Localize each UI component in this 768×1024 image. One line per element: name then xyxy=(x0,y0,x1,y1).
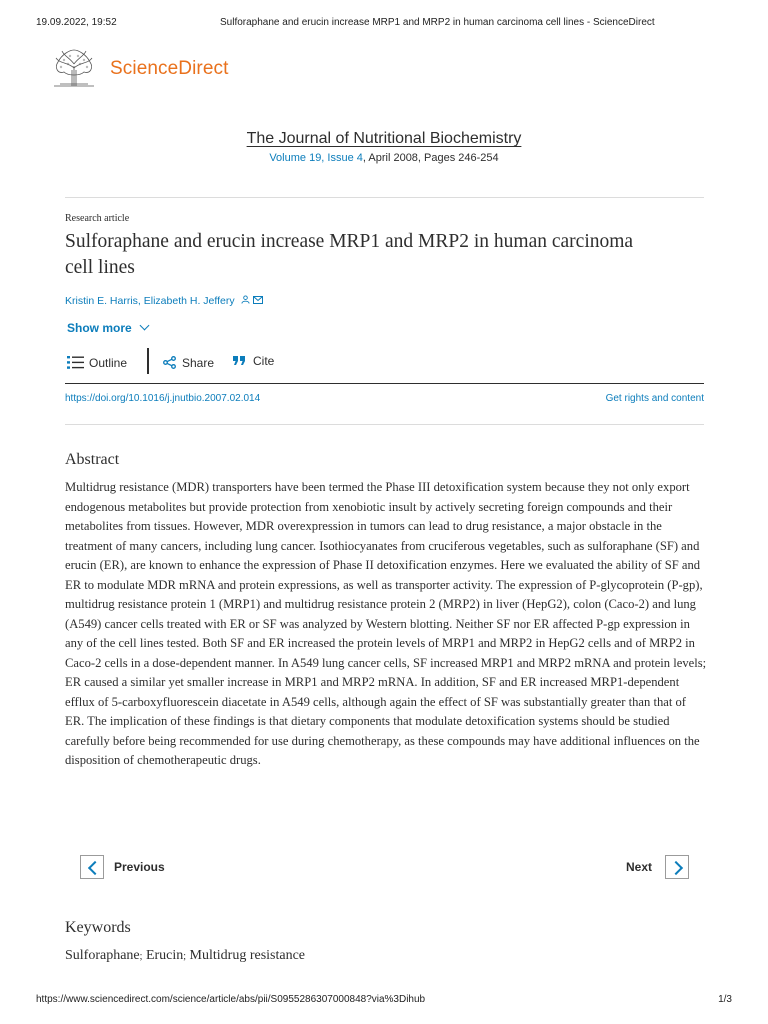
journal-title[interactable]: The Journal of Nutritional Biochemistry xyxy=(246,130,522,147)
cite-button[interactable] xyxy=(233,354,274,368)
doi-link[interactable]: https://doi.org/10.1016/j.jnutbio.2007.02.014 xyxy=(65,393,261,404)
keyword: Multidrug resistance xyxy=(189,948,306,963)
share-icon xyxy=(163,356,176,369)
envelope-icon[interactable] xyxy=(253,296,263,307)
authors-link[interactable]: Kristin E. Harris, Elizabeth H. Jeffery xyxy=(65,295,235,307)
keyword: Sulforaphane xyxy=(65,948,140,963)
print-url: https://www.sciencedirect.com/science/article/abs/pii/S0955286307000848?via%3Dihub xyxy=(36,994,426,1005)
author-list xyxy=(65,295,263,307)
keyword-separator: ; xyxy=(183,951,187,962)
date-pages: , April 2008, Pages 246-254 xyxy=(362,152,499,164)
print-datetime: 19.09.2022, 19:52 xyxy=(36,17,117,28)
article-type: Research article xyxy=(65,213,130,224)
previous-label[interactable]: Previous xyxy=(114,860,165,874)
abstract-heading: Abstract xyxy=(65,451,120,468)
article-toolbar xyxy=(65,348,365,376)
outline-label: Outline xyxy=(89,356,128,370)
toolbar-divider xyxy=(65,383,704,384)
print-footer xyxy=(36,994,732,1008)
article-title: Sulforaphane and erucin increase MRP1 and MRP2 in human carcinoma cell lines xyxy=(65,231,634,278)
show-more-label: Show more xyxy=(67,321,132,335)
keywords-list xyxy=(65,948,305,964)
keyword: Erucin xyxy=(145,948,184,963)
person-icon[interactable] xyxy=(241,295,250,307)
quote-icon xyxy=(233,355,246,366)
previous-button[interactable] xyxy=(80,855,104,879)
print-header xyxy=(36,17,732,31)
share-label: Share xyxy=(182,356,215,370)
next-label[interactable]: Next xyxy=(626,860,653,874)
cite-label: Cite xyxy=(253,354,275,368)
chevron-left-icon xyxy=(88,861,102,875)
print-title: Sulforaphane and erucin increase MRP1 and MRP2 in human carcinoma cell lines - ScienceDirect xyxy=(220,17,655,28)
outline-button[interactable] xyxy=(67,354,127,370)
journal-issue xyxy=(0,152,768,164)
chevron-down-icon xyxy=(139,321,149,331)
outline-list-icon xyxy=(67,356,84,369)
show-more-button[interactable] xyxy=(67,321,148,335)
keyword-separator: ; xyxy=(139,951,143,962)
divider xyxy=(65,424,704,425)
abstract-text: Multidrug resistance (MDR) transporters have been termed the Phase III detoxification system because they not only export endogenous metabolites but provide protection from xenobiotic insult by actively secreting foreign compounds and their metabolites from tissues. However, MDR overexpression in tumors can lead to drug resistance, a major obstacle in the treatment of many cancers, including lung cancer. Isothiocyanates from cruciferous vegetables, such as sulforaphane (SF) and erucin (ER), are known to enhance the expression of Phase II detoxification enzymes. Here we evaluated the ability of SF and ER to modulate MDR mRNA and protein expressions, as well as transporter activity. The expression of P-glycoprotein (P-gp), multidrug resistance protein 1 (MRP1) and multidrug resistance protein 2 (MRP2) in liver (HepG2), colon (Caco-2) and lung (A549) cancer cells treated with ER or SF was analyzed by Western blotting. Neither SF nor ER affected P-gp expression in any of the cell lines tested. Both SF and ER increased the protein levels of MRP1 and MRP2 in HepG2 cells and of MRP2 in Caco-2 cells in a dose-dependent manner. In A549 lung cancer cells, SF increased MRP1 and MRP2 mRNA and protein levels; ER caused a similar yet smaller increase in MRP1 and MRP2 mRNA. In addition, SF and ER increased MRP1-dependent efflux of 5-carboxyfluorescein diacetate in A549 cells, although again the effect of SF was substantially greater than that of ER. The implication of these findings is that dietary components that modulate detoxification systems should be studied carefully before being recommended for use during chemotherapy, as these compounds may have additional influences on the disposition of chemotherapeutic drugs. xyxy=(65,480,707,767)
brand-name: ScienceDirect xyxy=(110,58,229,79)
chevron-right-icon xyxy=(669,861,683,875)
keywords-heading: Keywords xyxy=(65,919,131,936)
sciencedirect-logo[interactable] xyxy=(50,48,290,90)
elsevier-tree-icon xyxy=(50,48,98,88)
print-page-number: 1/3 xyxy=(718,994,732,1005)
volume-issue-link[interactable]: Volume 19, Issue 4 xyxy=(269,152,363,164)
toolbar-separator xyxy=(147,348,149,374)
next-button[interactable] xyxy=(665,855,689,879)
rights-link[interactable]: Get rights and content xyxy=(605,393,704,404)
share-button[interactable] xyxy=(163,354,214,370)
divider xyxy=(65,197,704,198)
